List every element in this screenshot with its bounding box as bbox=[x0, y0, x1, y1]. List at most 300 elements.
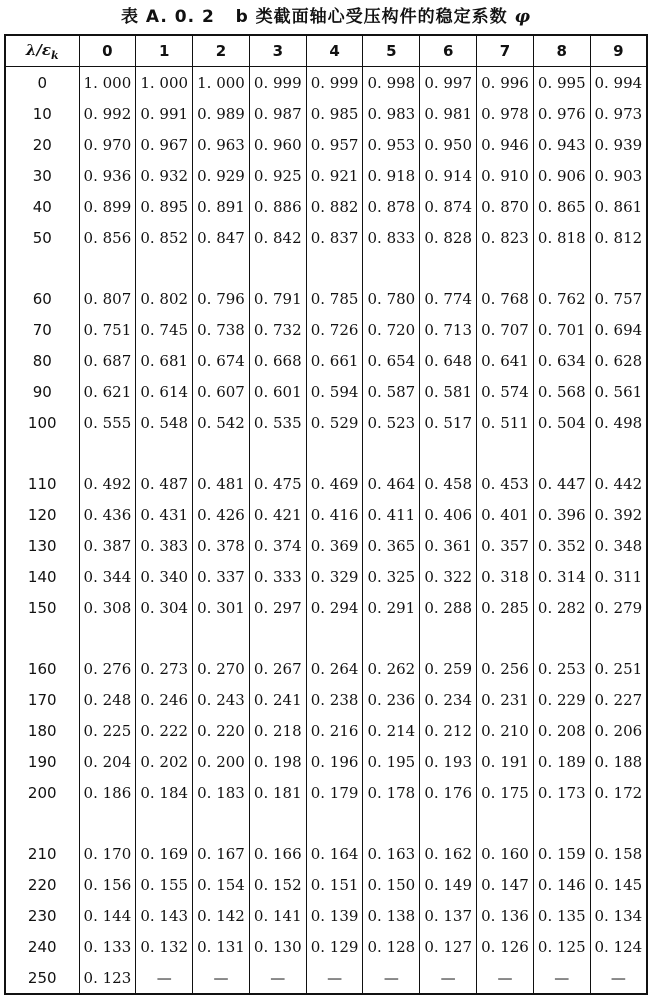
spacer-cell bbox=[136, 623, 193, 653]
coefficient-cell: 0. 150 bbox=[363, 869, 420, 900]
table-row bbox=[5, 67, 647, 99]
coefficient-cell: 0. 344 bbox=[79, 561, 136, 592]
coefficient-cell: 0. 291 bbox=[363, 592, 420, 623]
coefficient-cell: 0. 139 bbox=[306, 900, 363, 931]
spacer-cell bbox=[136, 808, 193, 838]
spacer-cell bbox=[590, 808, 647, 838]
coefficient-cell: 0. 318 bbox=[477, 561, 534, 592]
slenderness-cell: 240 bbox=[27, 937, 57, 956]
column-header: 0 bbox=[79, 35, 136, 67]
coefficient-cell: 0. 574 bbox=[477, 376, 534, 407]
spacer-cell bbox=[420, 808, 477, 838]
table-row bbox=[5, 962, 647, 994]
coefficient-cell: 0. 243 bbox=[193, 684, 250, 715]
coefficient-cell: 0. 807 bbox=[79, 283, 136, 314]
coefficient-cell: 0. 906 bbox=[533, 160, 590, 191]
spacer-cell bbox=[79, 253, 136, 283]
spacer-cell bbox=[590, 438, 647, 468]
spacer-cell bbox=[193, 253, 250, 283]
slenderness-cell: 120 bbox=[27, 505, 57, 524]
slenderness-cell: 90 bbox=[32, 382, 52, 401]
spacer-cell bbox=[533, 438, 590, 468]
spacer-cell bbox=[533, 623, 590, 653]
coefficient-cell: 0. 774 bbox=[420, 283, 477, 314]
coefficient-cell: 0. 297 bbox=[249, 592, 306, 623]
spacer-cell bbox=[5, 438, 79, 468]
coefficient-cell: 0. 301 bbox=[193, 592, 250, 623]
slenderness-cell: 60 bbox=[32, 289, 52, 308]
coefficient-cell: 0. 216 bbox=[306, 715, 363, 746]
coefficient-cell: 0. 146 bbox=[533, 869, 590, 900]
coefficient-cell: 0. 442 bbox=[590, 468, 647, 499]
coefficient-cell: 0. 687 bbox=[79, 345, 136, 376]
coefficient-cell: 0. 200 bbox=[193, 746, 250, 777]
coefficient-cell: 0. 196 bbox=[306, 746, 363, 777]
coefficient-cell: 0. 745 bbox=[136, 314, 193, 345]
coefficient-cell: 0. 634 bbox=[533, 345, 590, 376]
table-row bbox=[5, 376, 647, 407]
column-header: 9 bbox=[590, 35, 647, 67]
slenderness-cell: 150 bbox=[27, 598, 57, 617]
coefficient-cell: 0. 921 bbox=[306, 160, 363, 191]
spacer-cell bbox=[533, 808, 590, 838]
coefficient-cell: 0. 248 bbox=[79, 684, 136, 715]
coefficient-cell: 0. 726 bbox=[306, 314, 363, 345]
spacer-cell bbox=[249, 438, 306, 468]
header-row bbox=[5, 35, 647, 67]
table-row bbox=[5, 191, 647, 222]
coefficient-cell: 0. 939 bbox=[590, 129, 647, 160]
coefficient-cell: 0. 159 bbox=[533, 838, 590, 869]
coefficient-cell: 0. 231 bbox=[477, 684, 534, 715]
coefficient-cell: 0. 164 bbox=[306, 838, 363, 869]
coefficient-cell: 0. 535 bbox=[249, 407, 306, 438]
table-number: 表 A. 0. 2 bbox=[121, 7, 215, 27]
coefficient-cell: 0. 189 bbox=[533, 746, 590, 777]
group-spacer-row bbox=[5, 623, 647, 653]
coefficient-cell: 0. 996 bbox=[477, 67, 534, 99]
slenderness-cell: 190 bbox=[27, 752, 57, 771]
coefficient-cell: 0. 870 bbox=[477, 191, 534, 222]
coefficient-cell: 0. 668 bbox=[249, 345, 306, 376]
column-header: 2 bbox=[193, 35, 250, 67]
coefficient-cell: 0. 406 bbox=[420, 499, 477, 530]
coefficient-cell: 0. 967 bbox=[136, 129, 193, 160]
slenderness-cell: 180 bbox=[27, 721, 57, 740]
coefficient-cell: 0. 487 bbox=[136, 468, 193, 499]
coefficient-cell: 1. 000 bbox=[193, 67, 250, 99]
coefficient-cell: 0. 654 bbox=[363, 345, 420, 376]
spacer-cell bbox=[363, 253, 420, 283]
coefficient-cell: 0. 251 bbox=[590, 653, 647, 684]
slenderness-cell: 110 bbox=[27, 474, 57, 493]
coefficient-cell: 0. 416 bbox=[306, 499, 363, 530]
coefficient-cell: 0. 172 bbox=[590, 777, 647, 808]
coefficient-cell: 0. 178 bbox=[363, 777, 420, 808]
coefficient-cell: 0. 999 bbox=[249, 67, 306, 99]
table-row bbox=[5, 838, 647, 869]
table-body bbox=[5, 67, 647, 995]
coefficient-cell: 0. 601 bbox=[249, 376, 306, 407]
slenderness-cell: 40 bbox=[32, 197, 52, 216]
coefficient-cell: 0. 751 bbox=[79, 314, 136, 345]
spacer-cell bbox=[79, 623, 136, 653]
coefficient-cell: 0. 156 bbox=[79, 869, 136, 900]
coefficient-cell: 0. 285 bbox=[477, 592, 534, 623]
coefficient-cell: 0. 348 bbox=[590, 530, 647, 561]
coefficient-cell: 0. 167 bbox=[193, 838, 250, 869]
coefficient-cell: 0. 856 bbox=[79, 222, 136, 253]
coefficient-cell: 0. 214 bbox=[363, 715, 420, 746]
group-spacer-row bbox=[5, 808, 647, 838]
coefficient-cell: 0. 994 bbox=[590, 67, 647, 99]
coefficient-cell: 0. 181 bbox=[249, 777, 306, 808]
coefficient-cell: 0. 173 bbox=[533, 777, 590, 808]
coefficient-cell: 0. 713 bbox=[420, 314, 477, 345]
table-caption: b 类截面轴心受压构件的稳定系数 bbox=[235, 7, 508, 27]
spacer-cell bbox=[5, 808, 79, 838]
coefficient-cell: 0. 142 bbox=[193, 900, 250, 931]
coefficient-cell: 0. 387 bbox=[79, 530, 136, 561]
coefficient-cell: 0. 186 bbox=[79, 777, 136, 808]
coefficient-cell: 0. 411 bbox=[363, 499, 420, 530]
coefficient-cell: 0. 129 bbox=[306, 931, 363, 962]
coefficient-cell: 0. 621 bbox=[79, 376, 136, 407]
coefficient-cell: 0. 992 bbox=[79, 98, 136, 129]
coefficient-cell: 0. 222 bbox=[136, 715, 193, 746]
coefficient-cell: — bbox=[249, 962, 306, 994]
coefficient-cell: 0. 661 bbox=[306, 345, 363, 376]
spacer-cell bbox=[477, 253, 534, 283]
column-header: 3 bbox=[249, 35, 306, 67]
slenderness-cell: 220 bbox=[27, 875, 57, 894]
spacer-cell bbox=[363, 623, 420, 653]
coefficient-cell: 0. 304 bbox=[136, 592, 193, 623]
coefficient-cell: 0. 322 bbox=[420, 561, 477, 592]
coefficient-cell: 0. 837 bbox=[306, 222, 363, 253]
coefficient-cell: 0. 464 bbox=[363, 468, 420, 499]
coefficient-cell: 0. 796 bbox=[193, 283, 250, 314]
coefficient-cell: 0. 568 bbox=[533, 376, 590, 407]
coefficient-cell: 0. 914 bbox=[420, 160, 477, 191]
coefficient-cell: 0. 262 bbox=[363, 653, 420, 684]
coefficient-cell: 0. 555 bbox=[79, 407, 136, 438]
coefficient-cell: 0. 447 bbox=[533, 468, 590, 499]
coefficient-cell: 0. 220 bbox=[193, 715, 250, 746]
table-row bbox=[5, 746, 647, 777]
coefficient-cell: 0. 998 bbox=[363, 67, 420, 99]
coefficient-cell: 0. 648 bbox=[420, 345, 477, 376]
column-header: 8 bbox=[533, 35, 590, 67]
coefficient-cell: 0. 212 bbox=[420, 715, 477, 746]
table-title bbox=[0, 0, 652, 34]
coefficient-cell: 0. 396 bbox=[533, 499, 590, 530]
coefficient-cell: 0. 957 bbox=[306, 129, 363, 160]
coefficient-cell: 0. 983 bbox=[363, 98, 420, 129]
spacer-cell bbox=[477, 623, 534, 653]
slenderness-header bbox=[5, 35, 79, 67]
coefficient-cell: 0. 179 bbox=[306, 777, 363, 808]
coefficient-cell: 0. 137 bbox=[420, 900, 477, 931]
coefficient-cell: 0. 246 bbox=[136, 684, 193, 715]
coefficient-cell: 0. 953 bbox=[363, 129, 420, 160]
slenderness-cell: 30 bbox=[32, 166, 52, 185]
coefficient-cell: 0. 325 bbox=[363, 561, 420, 592]
table-row bbox=[5, 592, 647, 623]
slenderness-cell: 140 bbox=[27, 567, 57, 586]
coefficient-cell: 0. 128 bbox=[363, 931, 420, 962]
coefficient-cell: 0. 581 bbox=[420, 376, 477, 407]
coefficient-cell: 0. 823 bbox=[477, 222, 534, 253]
coefficient-cell: 0. 147 bbox=[477, 869, 534, 900]
coefficient-cell: 0. 253 bbox=[533, 653, 590, 684]
coefficient-cell: 0. 925 bbox=[249, 160, 306, 191]
table-row bbox=[5, 407, 647, 438]
coefficient-cell: 0. 264 bbox=[306, 653, 363, 684]
coefficient-cell: 0. 170 bbox=[79, 838, 136, 869]
coefficient-cell: 0. 833 bbox=[363, 222, 420, 253]
coefficient-cell: 0. 989 bbox=[193, 98, 250, 129]
coefficient-cell: 0. 124 bbox=[590, 931, 647, 962]
coefficient-cell: 0. 561 bbox=[590, 376, 647, 407]
column-header: 7 bbox=[477, 35, 534, 67]
spacer-cell bbox=[477, 438, 534, 468]
column-header: 5 bbox=[363, 35, 420, 67]
table-row bbox=[5, 345, 647, 376]
coefficient-cell: 0. 768 bbox=[477, 283, 534, 314]
coefficient-cell: 0. 204 bbox=[79, 746, 136, 777]
coefficient-cell: 0. 136 bbox=[477, 900, 534, 931]
coefficient-cell: 0. 950 bbox=[420, 129, 477, 160]
coefficient-cell: 0. 132 bbox=[136, 931, 193, 962]
table-row bbox=[5, 900, 647, 931]
table-row bbox=[5, 468, 647, 499]
coefficient-cell: 0. 131 bbox=[193, 931, 250, 962]
coefficient-cell: 0. 202 bbox=[136, 746, 193, 777]
slenderness-cell: 10 bbox=[32, 104, 52, 123]
coefficient-cell: — bbox=[533, 962, 590, 994]
coefficient-cell: 0. 311 bbox=[590, 561, 647, 592]
coefficient-cell: 0. 125 bbox=[533, 931, 590, 962]
coefficient-cell: 0. 143 bbox=[136, 900, 193, 931]
coefficient-cell: 0. 997 bbox=[420, 67, 477, 99]
table-row bbox=[5, 499, 647, 530]
slenderness-cell: 160 bbox=[27, 659, 57, 678]
coefficient-cell: 0. 288 bbox=[420, 592, 477, 623]
spacer-cell bbox=[193, 623, 250, 653]
spacer-cell bbox=[136, 253, 193, 283]
coefficient-cell: 0. 641 bbox=[477, 345, 534, 376]
coefficient-cell: 0. 329 bbox=[306, 561, 363, 592]
table-row bbox=[5, 715, 647, 746]
coefficient-cell: 0. 780 bbox=[363, 283, 420, 314]
coefficient-cell: 0. 918 bbox=[363, 160, 420, 191]
coefficient-cell: 0. 369 bbox=[306, 530, 363, 561]
coefficient-cell: 0. 158 bbox=[590, 838, 647, 869]
coefficient-cell: — bbox=[420, 962, 477, 994]
coefficient-cell: 0. 963 bbox=[193, 129, 250, 160]
coefficient-cell: 0. 874 bbox=[420, 191, 477, 222]
coefficient-cell: 0. 976 bbox=[533, 98, 590, 129]
coefficient-cell: 0. 458 bbox=[420, 468, 477, 499]
slenderness-cell: 20 bbox=[32, 135, 52, 154]
spacer-cell bbox=[249, 808, 306, 838]
coefficient-cell: 0. 241 bbox=[249, 684, 306, 715]
coefficient-cell: 0. 802 bbox=[136, 283, 193, 314]
coefficient-cell: 0. 720 bbox=[363, 314, 420, 345]
coefficient-cell: 0. 193 bbox=[420, 746, 477, 777]
coefficient-cell: 0. 154 bbox=[193, 869, 250, 900]
coefficient-cell: 0. 374 bbox=[249, 530, 306, 561]
coefficient-cell: 0. 160 bbox=[477, 838, 534, 869]
slenderness-cell: 250 bbox=[27, 968, 57, 987]
coefficient-cell: 0. 431 bbox=[136, 499, 193, 530]
spacer-cell bbox=[306, 438, 363, 468]
coefficient-cell: — bbox=[136, 962, 193, 994]
coefficient-cell: 0. 861 bbox=[590, 191, 647, 222]
coefficient-cell: 0. 594 bbox=[306, 376, 363, 407]
spacer-cell bbox=[79, 808, 136, 838]
coefficient-cell: 0. 681 bbox=[136, 345, 193, 376]
coefficient-cell: 0. 314 bbox=[533, 561, 590, 592]
coefficient-cell: 0. 674 bbox=[193, 345, 250, 376]
spacer-cell bbox=[79, 438, 136, 468]
coefficient-cell: 0. 225 bbox=[79, 715, 136, 746]
coefficient-cell: 0. 357 bbox=[477, 530, 534, 561]
coefficient-cell: 0. 392 bbox=[590, 499, 647, 530]
coefficient-cell: 0. 273 bbox=[136, 653, 193, 684]
coefficient-cell: 0. 340 bbox=[136, 561, 193, 592]
coefficient-cell: 0. 169 bbox=[136, 838, 193, 869]
group-spacer-row bbox=[5, 438, 647, 468]
coefficient-cell: 0. 152 bbox=[249, 869, 306, 900]
spacer-cell bbox=[420, 623, 477, 653]
spacer-cell bbox=[193, 438, 250, 468]
group-spacer-row bbox=[5, 253, 647, 283]
coefficient-cell: — bbox=[590, 962, 647, 994]
coefficient-cell: 0. 970 bbox=[79, 129, 136, 160]
coefficient-cell: 0. 453 bbox=[477, 468, 534, 499]
spacer-cell bbox=[306, 623, 363, 653]
coefficient-cell: 0. 130 bbox=[249, 931, 306, 962]
coefficient-cell: 0. 978 bbox=[477, 98, 534, 129]
slenderness-cell: 80 bbox=[32, 351, 52, 370]
coefficient-cell: 0. 151 bbox=[306, 869, 363, 900]
coefficient-cell: 0. 542 bbox=[193, 407, 250, 438]
coefficient-cell: 0. 943 bbox=[533, 129, 590, 160]
coefficient-cell: 0. 184 bbox=[136, 777, 193, 808]
table-row bbox=[5, 530, 647, 561]
coefficient-cell: 0. 333 bbox=[249, 561, 306, 592]
spacer-cell bbox=[249, 623, 306, 653]
coefficient-cell: 0. 517 bbox=[420, 407, 477, 438]
coefficient-cell: 0. 135 bbox=[533, 900, 590, 931]
coefficient-cell: — bbox=[363, 962, 420, 994]
spacer-cell bbox=[193, 808, 250, 838]
coefficient-cell: 0. 878 bbox=[363, 191, 420, 222]
table-row bbox=[5, 777, 647, 808]
coefficient-cell: 0. 865 bbox=[533, 191, 590, 222]
coefficient-cell: 0. 981 bbox=[420, 98, 477, 129]
coefficient-cell: 0. 548 bbox=[136, 407, 193, 438]
coefficient-cell: 0. 762 bbox=[533, 283, 590, 314]
coefficient-cell: 0. 259 bbox=[420, 653, 477, 684]
coefficient-cell: 0. 587 bbox=[363, 376, 420, 407]
coefficient-cell: 0. 166 bbox=[249, 838, 306, 869]
coefficient-cell: 1. 000 bbox=[136, 67, 193, 99]
coefficient-cell: 0. 176 bbox=[420, 777, 477, 808]
coefficient-cell: 0. 378 bbox=[193, 530, 250, 561]
slenderness-symbol: λ/ε bbox=[25, 40, 51, 59]
coefficient-cell: 0. 828 bbox=[420, 222, 477, 253]
slenderness-cell: 100 bbox=[27, 413, 57, 432]
slenderness-cell: 130 bbox=[27, 536, 57, 555]
coefficient-cell: 0. 175 bbox=[477, 777, 534, 808]
coefficient-cell: 0. 785 bbox=[306, 283, 363, 314]
coefficient-cell: 0. 162 bbox=[420, 838, 477, 869]
coefficient-cell: 0. 899 bbox=[79, 191, 136, 222]
coefficient-cell: 0. 133 bbox=[79, 931, 136, 962]
table-row bbox=[5, 160, 647, 191]
coefficient-cell: 0. 523 bbox=[363, 407, 420, 438]
spacer-cell bbox=[306, 808, 363, 838]
coefficient-cell: 0. 188 bbox=[590, 746, 647, 777]
coefficient-cell: 0. 932 bbox=[136, 160, 193, 191]
coefficient-cell: 0. 436 bbox=[79, 499, 136, 530]
coefficient-cell: 0. 361 bbox=[420, 530, 477, 561]
coefficient-cell: 0. 227 bbox=[590, 684, 647, 715]
coefficient-cell: 0. 234 bbox=[420, 684, 477, 715]
slenderness-cell: 210 bbox=[27, 844, 57, 863]
spacer-cell bbox=[5, 253, 79, 283]
coefficient-cell: 0. 842 bbox=[249, 222, 306, 253]
coefficient-cell: 0. 707 bbox=[477, 314, 534, 345]
spacer-cell bbox=[363, 808, 420, 838]
coefficient-cell: 0. 308 bbox=[79, 592, 136, 623]
coefficient-cell: 0. 895 bbox=[136, 191, 193, 222]
coefficient-cell: 0. 126 bbox=[477, 931, 534, 962]
coefficient-cell: 0. 383 bbox=[136, 530, 193, 561]
table-row bbox=[5, 561, 647, 592]
table-row bbox=[5, 129, 647, 160]
coefficient-cell: 0. 529 bbox=[306, 407, 363, 438]
coefficient-cell: 0. 183 bbox=[193, 777, 250, 808]
coefficient-cell: 0. 294 bbox=[306, 592, 363, 623]
table-row bbox=[5, 653, 647, 684]
coefficient-cell: 0. 469 bbox=[306, 468, 363, 499]
stability-coefficient-table bbox=[4, 34, 648, 995]
coefficient-cell: 0. 149 bbox=[420, 869, 477, 900]
table-row bbox=[5, 931, 647, 962]
spacer-cell bbox=[590, 623, 647, 653]
coefficient-cell: 0. 847 bbox=[193, 222, 250, 253]
table-row bbox=[5, 283, 647, 314]
slenderness-subscript: k bbox=[51, 48, 59, 62]
coefficient-cell: 0. 812 bbox=[590, 222, 647, 253]
coefficient-cell: 0. 426 bbox=[193, 499, 250, 530]
coefficient-cell: 0. 145 bbox=[590, 869, 647, 900]
column-header: 6 bbox=[420, 35, 477, 67]
coefficient-cell: 0. 481 bbox=[193, 468, 250, 499]
coefficient-cell: 0. 614 bbox=[136, 376, 193, 407]
coefficient-cell: 0. 123 bbox=[79, 962, 136, 994]
coefficient-cell: 0. 229 bbox=[533, 684, 590, 715]
spacer-cell bbox=[533, 253, 590, 283]
coefficient-cell: 0. 936 bbox=[79, 160, 136, 191]
coefficient-cell: 0. 973 bbox=[590, 98, 647, 129]
coefficient-cell: 0. 891 bbox=[193, 191, 250, 222]
coefficient-cell: 0. 987 bbox=[249, 98, 306, 129]
